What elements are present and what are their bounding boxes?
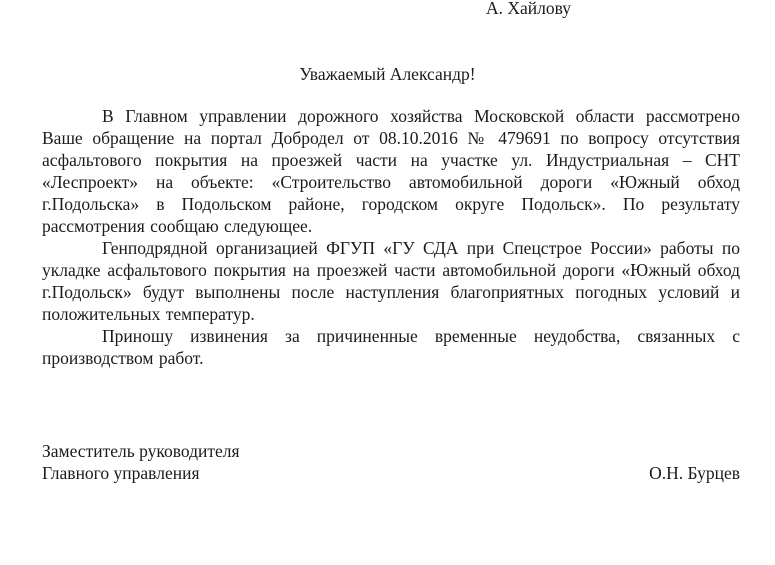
salutation-line: Уважаемый Александр! [299, 64, 476, 84]
signature-position-line1: Заместитель руководителя [42, 441, 240, 461]
paragraph-1: В Главном управлении дорожного хозяйства Московской области рассмотрено Ваше обращение на портал Добродел от 08.10.2016 № 479691 по вопросу отсутствия асфальтового покрытия на проезжей части на участке ул. Индустриальная – СНТ «Леспроект» на объекте: «Строительство автомобильной дороги «Южный обход г.Подольска» в Подольском районе, городском округе Подольск». По результату рассмотрения сообщаю следующее. [42, 106, 740, 236]
signature-name: О.Н. Бурцев [649, 463, 740, 483]
paragraph-3: Приношу извинения за причиненные временные неудобства, связанных с производством работ. [42, 326, 740, 368]
paragraph-2: Генподрядной организацией ФГУП «ГУ СДА при Спецстрое России» работы по укладке асфальтового покрытия на проезжей части автомобильной дороги «Южный обход г.Подольск» будут выполнены после наступления благоприятных погодных условий и положительных температур. [42, 238, 740, 324]
signature-block [42, 440, 740, 484]
addressee-line: А. Хайлову [486, 0, 572, 18]
letter-body [42, 105, 740, 369]
signature-position-line2: Главного управления [42, 463, 200, 483]
signature-row [42, 462, 740, 484]
